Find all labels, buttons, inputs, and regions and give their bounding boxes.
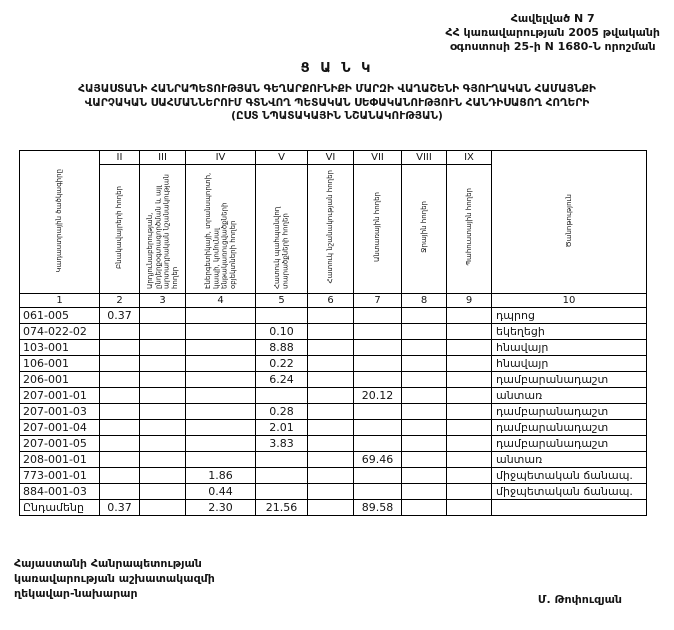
- signature-line-3: ղեկավար-նախարար: [14, 586, 138, 600]
- code-cell: 207-001-03: [20, 404, 100, 420]
- value-cell: [140, 500, 186, 516]
- value-cell: [186, 388, 256, 404]
- signature-line-2: կառավարության աշխատակազմի: [14, 571, 215, 585]
- value-cell: [140, 468, 186, 484]
- value-cell: [186, 372, 256, 388]
- col-number-8: 8: [402, 294, 447, 308]
- code-cell: 207-001-01: [20, 388, 100, 404]
- column-label-9: Պահուստային հողեր: [464, 188, 473, 266]
- value-cell: 89.58: [354, 500, 402, 516]
- value-cell: [402, 436, 447, 452]
- value-cell: [354, 468, 402, 484]
- value-cell: [354, 324, 402, 340]
- value-cell: [447, 388, 492, 404]
- value-cell: [354, 484, 402, 500]
- value-cell: [140, 404, 186, 420]
- value-cell: [402, 500, 447, 516]
- value-cell: [186, 340, 256, 356]
- col-header-1: [20, 151, 100, 294]
- value-cell: [186, 452, 256, 468]
- value-cell: [354, 372, 402, 388]
- value-cell: [354, 404, 402, 420]
- col-header-6: [308, 165, 354, 294]
- subtitle-line-2: ՎԱՐՉԱԿԱՆ ՍԱՀՄԱՆՆԵՐՈՒՄ ԳՏՆՎՈՂ ՊԵՏԱԿԱՆ ՍԵՓԱԿԱՆՈՒԹՅՈՒՆ ՀԱՆԴԻՍԱՑՈՂ ՀՈՂԵՐԻ: [84, 96, 590, 109]
- code-cell: 207-001-05: [20, 436, 100, 452]
- note-cell: դամբարանադաշտ: [492, 404, 647, 420]
- note-cell: դպրոց: [492, 308, 647, 324]
- column-label-4: Էներգետիկայի, տրանսպորտի, կապի, կոմունալ ենթակառուցվածքների օբյեկտների հողեր: [204, 172, 237, 289]
- value-cell: [186, 420, 256, 436]
- value-cell: [402, 372, 447, 388]
- value-cell: [256, 484, 308, 500]
- value-cell: [402, 340, 447, 356]
- value-cell: [447, 324, 492, 340]
- value-cell: 0.28: [256, 404, 308, 420]
- value-cell: [140, 372, 186, 388]
- col-roman-7: VII: [354, 151, 402, 165]
- value-cell: [308, 356, 354, 372]
- code-cell: 074-022-02: [20, 324, 100, 340]
- column-label-7: Անտառային հողեր: [373, 192, 382, 262]
- code-cell: 103-001: [20, 340, 100, 356]
- col-number-6: 6: [308, 294, 354, 308]
- value-cell: 0.10: [256, 324, 308, 340]
- value-cell: [354, 308, 402, 324]
- value-cell: [447, 452, 492, 468]
- value-cell: [308, 468, 354, 484]
- value-cell: 0.37: [100, 308, 140, 324]
- value-cell: [402, 324, 447, 340]
- note-cell: եկեղեցի: [492, 324, 647, 340]
- note-cell: անտառ: [492, 388, 647, 404]
- table-row: [20, 356, 647, 372]
- value-cell: [447, 436, 492, 452]
- subtitle-line-3: (ԸՍՏ ՆՊԱՏԱԿԱՅԻՆ ՆՇԱՆԱԿՈՒԹՅԱՆ): [231, 110, 443, 123]
- value-cell: [308, 388, 354, 404]
- value-cell: [308, 420, 354, 436]
- value-cell: [256, 308, 308, 324]
- col-number-1: 1: [20, 294, 100, 308]
- value-cell: [186, 404, 256, 420]
- signatory-name: Մ. Թոփուզյան: [537, 593, 622, 606]
- col-header-4: [186, 165, 256, 294]
- value-cell: [140, 484, 186, 500]
- note-cell: [492, 500, 647, 516]
- value-cell: [186, 308, 256, 324]
- value-cell: [100, 340, 140, 356]
- col-header-8: [402, 165, 447, 294]
- column-label-5: Հատուկ պահպանվող տարածքների հողեր: [273, 206, 290, 289]
- col-number-2: 2: [100, 294, 140, 308]
- col-number-4: 4: [186, 294, 256, 308]
- col-number-3: 3: [140, 294, 186, 308]
- value-cell: [402, 420, 447, 436]
- value-cell: [402, 404, 447, 420]
- value-cell: 2.30: [186, 500, 256, 516]
- value-cell: [447, 500, 492, 516]
- note-cell: հնավայր: [492, 340, 647, 356]
- note-cell: միջպետական ճանապ.: [492, 484, 647, 500]
- table-row: [20, 420, 647, 436]
- col-roman-4: IV: [186, 151, 256, 165]
- value-cell: [186, 324, 256, 340]
- value-cell: [308, 308, 354, 324]
- value-cell: [100, 436, 140, 452]
- land-table: [19, 150, 647, 516]
- value-cell: [354, 420, 402, 436]
- col-roman-3: III: [140, 151, 186, 165]
- col-roman-9: IX: [447, 151, 492, 165]
- signature-block: [14, 557, 215, 602]
- table-row: [20, 372, 647, 388]
- value-cell: [354, 340, 402, 356]
- note-cell: դամբարանադաշտ: [492, 436, 647, 452]
- document-title: Ց Ա Ն Կ: [300, 61, 374, 76]
- table-row: [20, 340, 647, 356]
- note-column-label: Ծանոթություն: [564, 193, 573, 248]
- code-cell: 207-001-04: [20, 420, 100, 436]
- value-cell: [140, 388, 186, 404]
- value-cell: [308, 404, 354, 420]
- value-cell: [308, 436, 354, 452]
- col-number-7: 7: [354, 294, 402, 308]
- value-cell: 0.22: [256, 356, 308, 372]
- code-cell: 208-001-01: [20, 452, 100, 468]
- value-cell: [447, 340, 492, 356]
- code-cell: 106-001: [20, 356, 100, 372]
- col-number-5: 5: [256, 294, 308, 308]
- appendix-line-3: օգոստոսի 25-ի N 1680-Ն որոշման: [449, 39, 656, 53]
- table-row: [20, 324, 647, 340]
- value-cell: [140, 420, 186, 436]
- value-cell: 2.01: [256, 420, 308, 436]
- note-cell: անտառ: [492, 452, 647, 468]
- value-cell: [354, 356, 402, 372]
- value-cell: [100, 404, 140, 420]
- appendix-reference: [445, 12, 660, 53]
- col-number-9: 9: [447, 294, 492, 308]
- column-label-8: Ջրային հողեր: [419, 201, 428, 253]
- value-cell: [447, 308, 492, 324]
- value-cell: [140, 356, 186, 372]
- subtitle-line-1: ՀԱՅԱՍՏԱՆԻ ՀԱՆՐԱՊԵՏՈՒԹՅԱՆ ԳԵՂԱՐՔՈՒՆԻՔԻ ՄԱՐԶԻ ՎԱՂԱՇԵՆԻ ԳՅՈՒՂԱԿԱՆ ՀԱՄԱՅՆՔԻ: [78, 83, 596, 95]
- col-header-2: [100, 165, 140, 294]
- value-cell: 0.44: [186, 484, 256, 500]
- total-row: [20, 500, 647, 516]
- note-cell: դամբարանադաշտ: [492, 420, 647, 436]
- table-row: [20, 468, 647, 484]
- value-cell: [402, 468, 447, 484]
- note-cell: միջպետական ճանապ.: [492, 468, 647, 484]
- value-cell: [402, 308, 447, 324]
- note-cell: հնավայր: [492, 356, 647, 372]
- table-row: [20, 404, 647, 420]
- value-cell: [447, 404, 492, 420]
- appendix-line-2: ՀՀ կառավարության 2005 թվականի: [445, 25, 660, 39]
- value-cell: [256, 468, 308, 484]
- value-cell: [308, 484, 354, 500]
- col-header-3: [140, 165, 186, 294]
- table-row: [20, 484, 647, 500]
- code-column-label: Կադաստրային ծածկագիրը: [55, 168, 64, 273]
- value-cell: [140, 324, 186, 340]
- value-cell: [402, 356, 447, 372]
- value-cell: [100, 388, 140, 404]
- value-cell: 8.88: [256, 340, 308, 356]
- value-cell: [402, 484, 447, 500]
- value-cell: [100, 356, 140, 372]
- value-cell: [308, 452, 354, 468]
- col-roman-5: V: [256, 151, 308, 165]
- value-cell: [100, 452, 140, 468]
- value-cell: 20.12: [354, 388, 402, 404]
- value-cell: [447, 468, 492, 484]
- value-cell: [140, 308, 186, 324]
- value-cell: [140, 340, 186, 356]
- value-cell: [100, 420, 140, 436]
- signature-line-1: Հայաստանի Հանրապետության: [14, 557, 202, 570]
- total-label-cell: Ընդամենը: [20, 500, 100, 516]
- value-cell: 21.56: [256, 500, 308, 516]
- value-cell: [447, 420, 492, 436]
- value-cell: 3.83: [256, 436, 308, 452]
- code-cell: 206-001: [20, 372, 100, 388]
- value-cell: [256, 388, 308, 404]
- col-header-5: [256, 165, 308, 294]
- col-roman-6: VI: [308, 151, 354, 165]
- table-row: [20, 452, 647, 468]
- col-roman-2: II: [100, 151, 140, 165]
- value-cell: [140, 452, 186, 468]
- column-label-6: Հատուկ նշանակության հողեր: [326, 170, 335, 284]
- value-cell: [308, 500, 354, 516]
- value-cell: [186, 436, 256, 452]
- value-cell: [447, 372, 492, 388]
- value-cell: [100, 484, 140, 500]
- table-row: [20, 308, 647, 324]
- value-cell: [256, 452, 308, 468]
- value-cell: [308, 340, 354, 356]
- value-cell: 1.86: [186, 468, 256, 484]
- appendix-line-1: Հավելված N 7: [510, 12, 595, 25]
- value-cell: [100, 324, 140, 340]
- value-cell: [100, 468, 140, 484]
- value-cell: [308, 372, 354, 388]
- value-cell: [354, 436, 402, 452]
- col-header-10: [492, 151, 647, 294]
- value-cell: 0.37: [100, 500, 140, 516]
- code-cell: 061-005: [20, 308, 100, 324]
- document-subtitle: [8, 83, 666, 124]
- value-cell: [308, 324, 354, 340]
- value-cell: [447, 484, 492, 500]
- col-header-7: [354, 165, 402, 294]
- value-cell: [402, 452, 447, 468]
- value-cell: [186, 356, 256, 372]
- table-row: [20, 388, 647, 404]
- note-cell: դամբարանադաշտ: [492, 372, 647, 388]
- value-cell: 6.24: [256, 372, 308, 388]
- value-cell: 69.46: [354, 452, 402, 468]
- table-row: [20, 436, 647, 452]
- value-cell: [447, 356, 492, 372]
- col-header-9: [447, 165, 492, 294]
- col-roman-8: VIII: [402, 151, 447, 165]
- code-cell: 773-001-01: [20, 468, 100, 484]
- value-cell: [140, 436, 186, 452]
- code-cell: 884-001-03: [20, 484, 100, 500]
- value-cell: [100, 372, 140, 388]
- column-label-3: Արդյունաբերության, ընդերքօգտագործման և այլ արտադրական նշանակության հողեր: [146, 174, 179, 289]
- col-number-10: 10: [492, 294, 647, 308]
- column-label-2: Բնակավայրերի հողեր: [115, 185, 124, 269]
- value-cell: [402, 388, 447, 404]
